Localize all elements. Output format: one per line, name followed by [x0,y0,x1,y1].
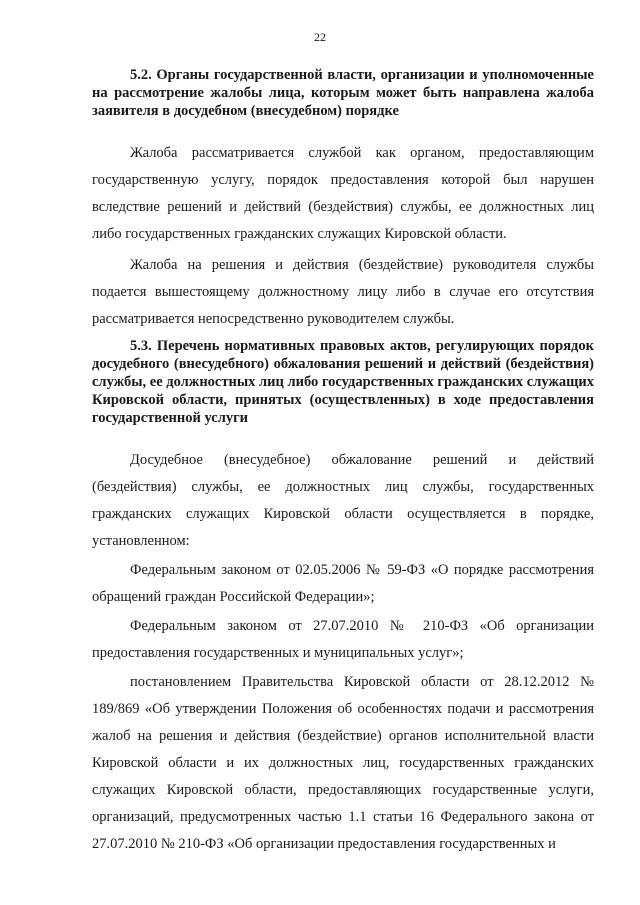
section-5-2-paragraph-2: Жалоба на решения и действия (бездействие) руководителя службы подается вышестоящему должностному лицу либо в случае его отсутствия рассматривается непосредственно руководителем службы. [92,257,594,327]
document-body [92,66,594,858]
section-5-2-paragraph-1: Жалоба рассматривается службой как органом, предоставляющим государственную услугу, порядок предоставления которой был нарушен вследствие решений и действий (бездействия) службы, ее должностных лиц либо государственных гражданских служащих Кировской области. [92,145,594,242]
page-number: 22 [314,30,326,44]
section-5-3-law-210fz: Федеральным законом от 27.07.2010 № 210-ФЗ «Об организации предоставления государственных и муниципальных услуг»; [92,618,594,661]
section-5-3-heading: 5.3. Перечень нормативных правовых актов, регулирующих порядок досудебного (внесудебного) обжалования решений и действий (бездействия) службы, ее должностных лиц либо государственных гражданских служащих Кировской области, принятых (осуществленных) в ходе предоставления государственной услуги [92,338,594,426]
section-5-3-law-59fz: Федеральным законом от 02.05.2006 № 59-ФЗ «О порядке рассмотрения обращений граждан Российской Федерации»; [92,562,594,605]
section-5-3-regional-resolution: постановлением Правительства Кировской области от 28.12.2012 № 189/869 «Об утверждении Положения об особенностях подачи и рассмотрения жалоб на решения и действия (бездействие) органов исполнительной власти Кировской области и их должностных лиц, государственных гражданских служащих Кировской области, предоставляющих государственные услуги, организаций, предусмотренных частью 1.1 статьи 16 Федерального закона от 27.07.2010 № 210-ФЗ «Об организации предоставления государственных и [92,674,594,852]
section-5-3-paragraph-1: Досудебное (внесудебное) обжалование решений и действий (бездействия) службы, ее должностных лиц службы, государственных гражданских служащих Кировской области осуществляется в порядке, установленном: [92,452,594,549]
section-5-2-heading: 5.2. Органы государственной власти, организации и уполномоченные на рассмотрение жалобы лица, которым может быть направлена жалоба заявителя в досудебном (внесудебном) порядке [92,67,594,119]
